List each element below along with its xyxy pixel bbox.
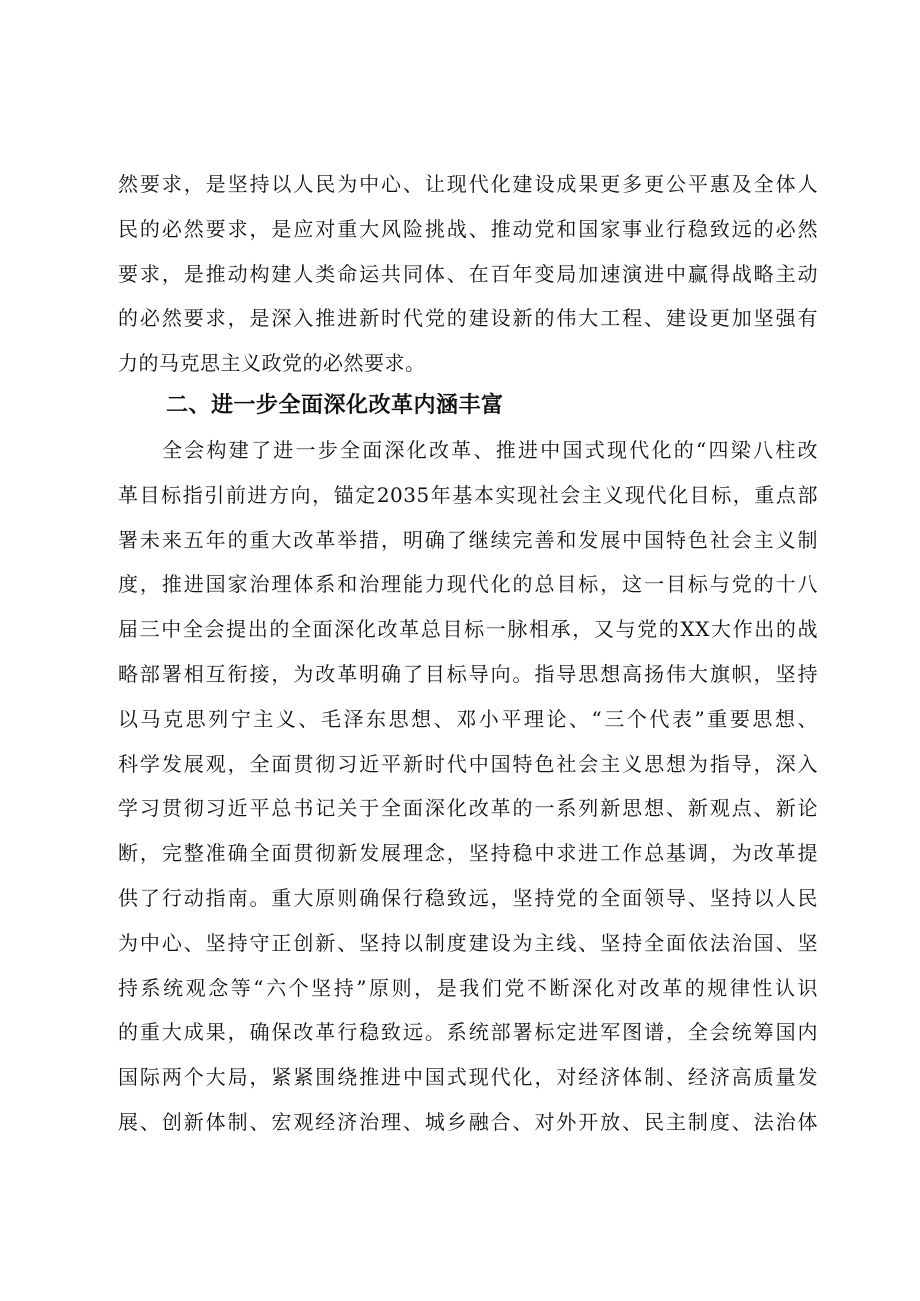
- paragraph-2-line: 科学发展观，全面贯彻习近平新时代中国特色社会主义思想为指导，深入: [118, 751, 818, 776]
- paragraph-1: [118, 162, 818, 386]
- paragraph-2-line: 展、创新体制、宏观经济治理、城乡融合、对外开放、民主制度、法治体: [118, 1109, 818, 1134]
- paragraph-2-line: 署未来五年的重大改革举措，明确了继续完善和发展中国特色社会主义制: [118, 527, 818, 552]
- paragraph-2-line: 持系统观念等“六个坚持”原则，是我们党不断深化对改革的规律性认识: [118, 975, 818, 1000]
- paragraph-2: [118, 428, 818, 1145]
- paragraph-2-line: 供了行动指南。重大原则确保行稳致远，坚持党的全面领导、坚持以人民: [118, 885, 818, 910]
- paragraph-2-line: 度，推进国家治理体系和治理能力现代化的总目标，这一目标与党的十八: [118, 572, 818, 597]
- paragraph-2-line: 以马克思列宁主义、毛泽东思想、邓小平理论、“三个代表”重要思想、: [118, 706, 818, 731]
- section-heading: 二、进一步全面深化改革内涵丰富: [166, 393, 504, 418]
- paragraph-1-line: 力的马克思主义政党的必然要求。: [118, 351, 426, 376]
- paragraph-2-line: 为中心、坚持守正创新、坚持以制度建设为主线、坚持全面依法治国、坚: [118, 930, 818, 955]
- paragraph-1-line: 然要求，是坚持以人民为中心、让现代化建设成果更多更公平惠及全体人: [118, 172, 818, 196]
- paragraph-2-line: 断，完整准确全面贯彻新发展理念，坚持稳中求进工作总基调，为改革提: [118, 841, 818, 866]
- paragraph-2-line: 革目标指引前进方向，锚定2035年基本实现社会主义现代化目标，重点部: [118, 482, 818, 507]
- paragraph-2-line: 届三中全会提出的全面深化改革总目标一脉相承，又与党的XX大作出的战: [118, 617, 818, 642]
- paragraph-2-line: 学习贯彻习近平总书记关于全面深化改革的一系列新思想、新观点、新论: [118, 796, 818, 821]
- paragraph-2-line: 略部署相互衔接，为改革明确了目标导向。指导思想高扬伟大旗帜，坚持: [118, 661, 818, 686]
- paragraph-2-line: 全会构建了进一步全面深化改革、推进中国式现代化的“四梁八柱改: [162, 438, 818, 462]
- paragraph-2-line: 的重大成果，确保改革行稳致远。系统部署标定进军图谱，全会统筹国内: [118, 1020, 818, 1045]
- paragraph-1-line: 的必然要求，是深入推进新时代党的建设新的伟大工程、建设更加坚强有: [118, 306, 818, 331]
- paragraph-2-line: 国际两个大局，紧紧围绕推进中国式现代化，对经济体制、经济高质量发: [118, 1065, 818, 1090]
- paragraph-1-line: 要求，是推动构建人类命运共同体、在百年变局加速演进中赢得战略主动: [118, 261, 818, 286]
- paragraph-1-line: 民的必然要求，是应对重大风险挑战、推动党和国家事业行稳致远的必然: [118, 216, 818, 241]
